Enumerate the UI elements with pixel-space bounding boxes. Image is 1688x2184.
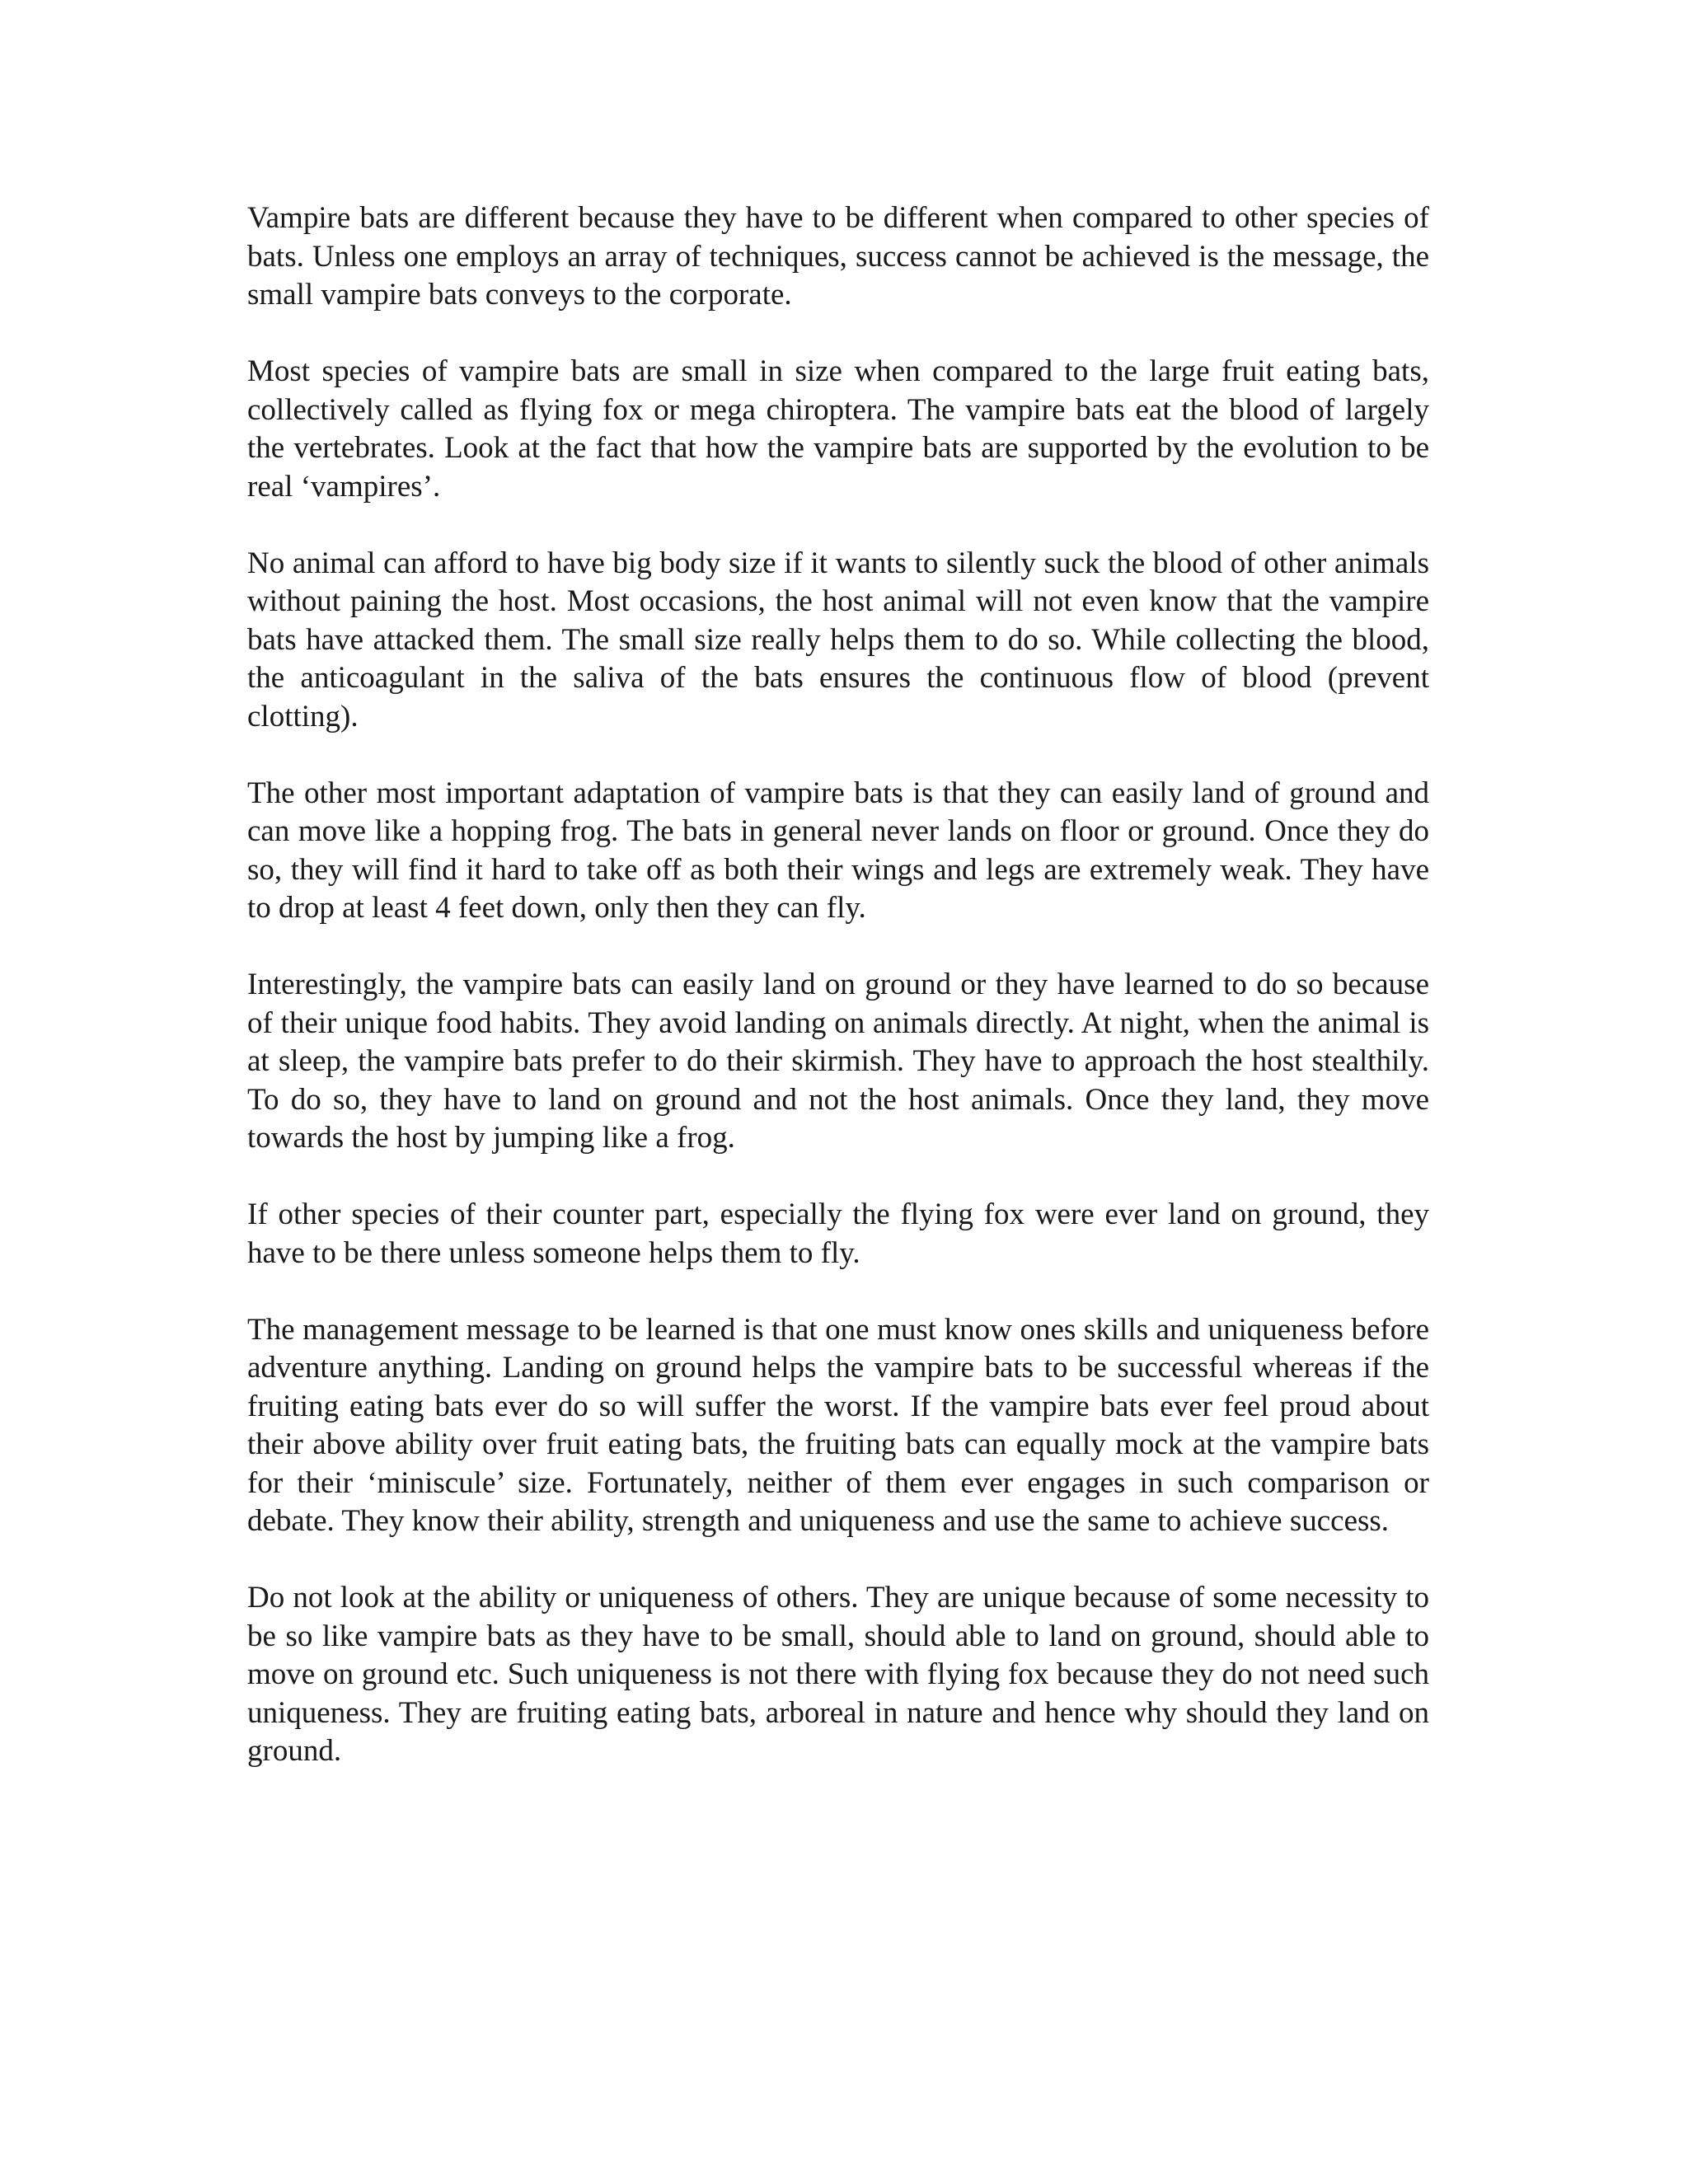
paragraph-5: Interestingly, the vampire bats can easily land on ground or they have learned to do so because of their unique food habits. They avoid landing on animals directly. At night, when the animal is at sleep, the vampire bats prefer to do their skirmish. They have to approach the host stealthily. To do so, they have to land on ground and not the host animals. Once they land, they move towards the host by jumping like a frog. — [247, 968, 1429, 1155]
paragraph-7: The management message to be learned is that one must know ones skills and uniqueness before adventure anything. Landing on ground helps the vampire bats to be successful whereas if the fruiting eating bats ever do so will suffer the worst. If the vampire bats ever feel proud about their above ability over fruit eating bats, the fruiting bats can equally mock at the vampire bats for their ‘miniscule’ size. Fortunately, neither of them ever engages in such comparison or debate. They know their ability, strength and uniqueness and use the same to achieve success. — [247, 1312, 1429, 1538]
paragraph-8: Do not look at the ability or uniqueness of others. They are unique because of some necessity to be so like vampire bats as they have to be small, should able to land on ground, should able to move on ground etc. Such uniqueness is not there with flying fox because they do not need such uniqueness. They are fruiting eating bats, arboreal in nature and hence why should they land on ground. — [247, 1581, 1429, 1768]
paragraph-1: Vampire bats are different because they have to be different when compared to other species of bats. Unless one employs an array of techniques, success cannot be achieved is the message, the small vampire bats conveys to the corporate. — [247, 201, 1429, 312]
paragraph-4: The other most important adaptation of vampire bats is that they can easily land of ground and can move like a hopping frog. The bats in general never lands on floor or ground. Once they do so, they will find it hard to take off as both their wings and legs are extremely weak. They have to drop at least 4 feet down, only then they can fly. — [247, 776, 1429, 925]
document-body — [247, 199, 1429, 1771]
paragraph-2: Most species of vampire bats are small in size when compared to the large fruit eating bats, collectively called as flying fox or mega chiroptera. The vampire bats eat the blood of largely the vertebrates. Look at the fact that how the vampire bats are supported by the evolution to be real ‘vampires’. — [247, 354, 1429, 504]
paragraph-3: No animal can afford to have big body size if it wants to silently suck the blood of other animals without paining the host. Most occasions, the host animal will not even know that the vampire bats have attacked them. The small size really helps them to do so. While collecting the blood, the anticoagulant in the saliva of the bats ensures the continuous flow of blood (prevent clotting). — [247, 546, 1429, 733]
paragraph-6: If other species of their counter part, especially the flying fox were ever land on ground, they have to be there unless someone helps them to fly. — [247, 1197, 1429, 1270]
